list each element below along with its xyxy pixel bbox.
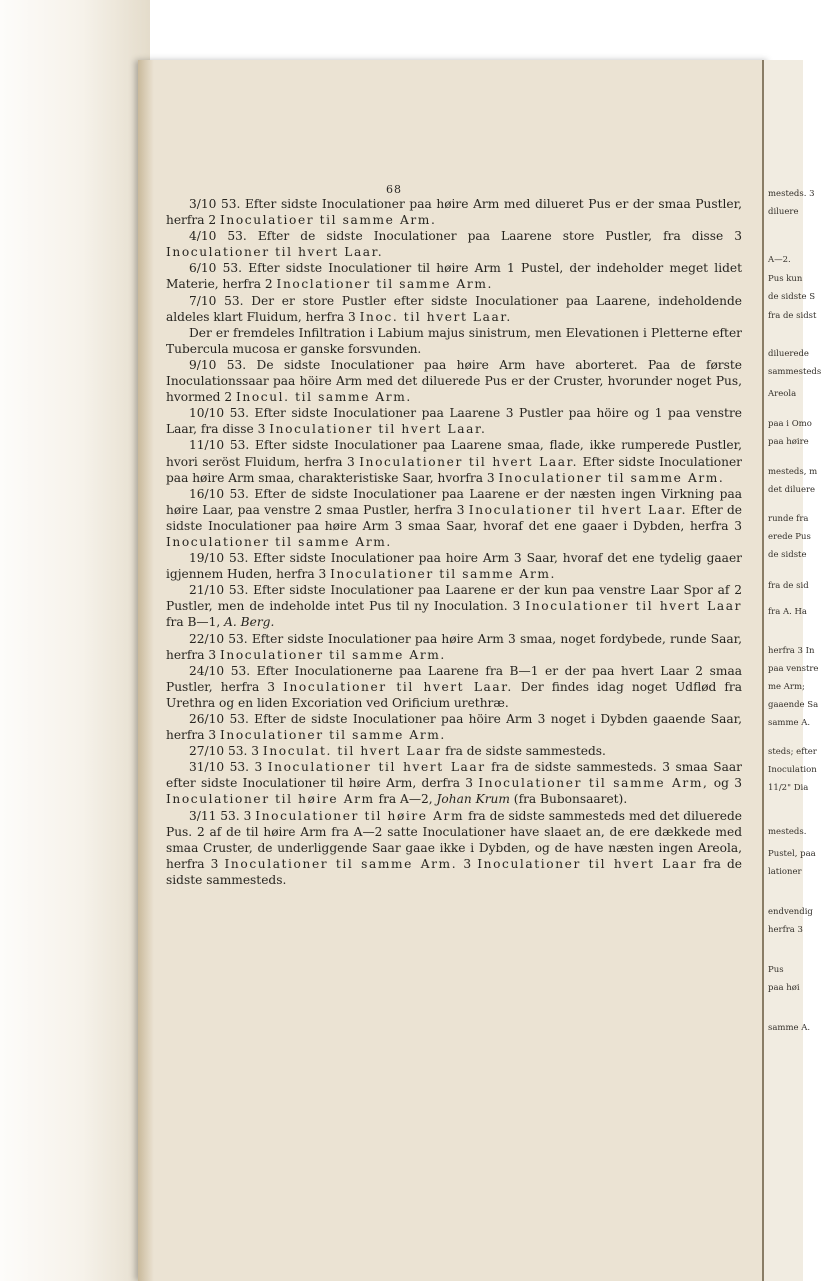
journal-entry: 7/10 53. Der er store Pustler efter sidste Inoculationer paa Laarene, indeholdende aldeles klart Fluidum, herfra 3 Inoc. til hvert Laar. xyxy=(166,293,742,324)
entry-date: 24/10 53. xyxy=(189,663,251,678)
journal-entry: 26/10 53. Efter de sidste Inoculationer paa höire Arm 3 noget i Dybden gaaende Saar, herfra 3 Inoculationer til samme Arm. xyxy=(166,712,742,743)
entry-date: 31/10 53. xyxy=(189,760,249,775)
entry-date: 11/10 53. xyxy=(189,438,250,453)
journal-entry: 21/10 53. Efter sidste Inoculationer paa Laarene er der kun paa venstre Laar Spor af 2 Pustler, men de indeholde intet Pus til ny Inoculation. 3 Inoculationer til hvert Laar fra B—1, A. Berg. xyxy=(166,583,742,630)
bleed-text: samme A. xyxy=(768,718,811,728)
bleed-text: det diluere xyxy=(768,485,816,495)
bleed-text: de sidste xyxy=(768,550,807,560)
bleed-text: Pus kun xyxy=(768,274,803,284)
journal-entry: 9/10 53. De sidste Inoculationer paa høire Arm have aborteret. Paa de første Inoculationssaar paa höire Arm med det diluerede Pus er der Cruster, hvorunder noget Pus, hvormed 2 Inocul. til samme Arm. xyxy=(166,357,742,405)
bleed-text: mesteds. xyxy=(768,827,807,837)
bleed-text: 11/2" Dia xyxy=(768,783,809,793)
bleed-text: Inoculation xyxy=(768,765,817,775)
bleed-text: samme A. xyxy=(768,1023,811,1033)
bleed-text: endvendig xyxy=(768,907,813,917)
book-spine-margin xyxy=(0,0,150,1281)
journal-entry: 4/10 53. Efter de sidste Inoculationer paa Laarene store Pustler, fra disse 3 Inoculationer til hvert Laar. xyxy=(166,229,742,260)
bleed-text: paa i Omo xyxy=(768,419,812,429)
bleed-text: de sidste S xyxy=(768,292,816,302)
journal-entry: 27/10 53. 3 Inoculat. til hvert Laar fra de sidste sammesteds. xyxy=(189,744,606,759)
page-body xyxy=(166,196,742,888)
bleed-text: paa venstre xyxy=(768,664,819,674)
bleed-text: mesteds. 3 xyxy=(768,189,815,199)
bleed-text: mesteds, m xyxy=(768,467,818,477)
bleed-text: runde fra xyxy=(768,514,809,524)
journal-entry: 31/10 53. 3 Inoculationer til hvert Laar fra de sidste sammesteds. 3 smaa Saar efter sidste Inoculationer til høire Arm, derfra 3 Inoculationer til samme Arm, og 3 Inoculationer til høire Arm fra A—2, Johan Krum (fra Bubonsaaret). xyxy=(166,760,742,807)
bleed-text: paa høire xyxy=(768,437,809,447)
bleed-text: sammesteds xyxy=(768,367,821,377)
journal-entry: 11/10 53. Efter sidste Inoculationer paa Laarene smaa, flade, ikke rumperede Pustler, hvori seröst Fluidum, herfra 3 Inoculationer til hvert Laar. Efter sidste Inoculationer paa høire Arm smaa, charakteristiske Saar, hvorfra 3 Inoculationer til samme Arm. xyxy=(166,438,742,485)
entry-date: 21/10 53. xyxy=(189,583,249,598)
entry-date: 7/10 53. xyxy=(189,293,244,308)
page-number: 68 xyxy=(386,183,402,196)
journal-entry: 16/10 53. Efter de sidste Inoculationer paa Laarene er der næsten ingen Virkning paa høire Laar, paa venstre 2 smaa Pustler, herfra 3 Inoculationer til hvert Laar. Efter de sidste Inoculationer paa høire Arm 3 smaa Saar, hvoraf det ene gaaer i Dybden, herfra 3 Inoculationer til samme Arm. xyxy=(166,486,742,549)
journal-entry: 10/10 53. Efter sidste Inoculationer paa Laarene 3 Pustler paa höire og 1 paa venstre Laar, fra disse 3 Inoculationer til hvert Laar. xyxy=(166,406,742,437)
journal-entry: 3/11 53. 3 Inoculationer til høire Arm fra de sidste sammesteds med det diluerede Pus. 2 af de til høire Arm fra A—2 satte Inoculationer have slaaet an, de ere dækkede med smaa Cruster, de underliggende Saar gaae ikke i Dybden, og de have næsten ingen Areola, herfra 3 Inoculationer til samme Arm. 3 Inoculationer til hvert Laar fra de sidste sammesteds. xyxy=(166,808,743,887)
bleed-text: fra A. Ha xyxy=(768,607,808,617)
journal-entry: 3/10 53. Efter sidste Inoculationer paa høire Arm med dilueret Pus er der smaa Pustler, herfra 2 Inoculatioer til samme Arm. xyxy=(166,197,743,228)
entry-date: 9/10 53. xyxy=(189,357,247,372)
entry-date: 3/11 53. xyxy=(189,808,240,823)
entry-date: 10/10 53. xyxy=(189,406,250,421)
bleed-text: Areola xyxy=(768,389,797,399)
journal-entry: 22/10 53. Efter sidste Inoculationer paa høire Arm 3 smaa, noget fordybede, runde Saar, herfra 3 Inoculationer til samme Arm. xyxy=(166,631,742,662)
facing-page-edge xyxy=(762,60,821,1281)
journal-entry: 19/10 53. Efter sidste Inoculationer paa hoire Arm 3 Saar, hvoraf det ene tydelig gaaer igjennem Huden, herfra 3 Inoculationer til samme Arm. xyxy=(166,551,742,582)
patient-name: A. Berg. xyxy=(224,615,275,630)
bleed-text: herfra 3 In xyxy=(768,646,815,656)
patient-name: Johan Krum xyxy=(436,792,510,807)
entry-date: 6/10 53. xyxy=(189,261,242,276)
bleed-text: A—2. xyxy=(768,255,791,265)
bleed-text: Pustel, paa xyxy=(768,849,816,859)
bleed-text: diluerede xyxy=(768,349,809,359)
bleed-text: gaaende Sa xyxy=(768,700,819,710)
bleed-text: erede Pus xyxy=(768,532,811,542)
journal-entry: 6/10 53. Efter sidste Inoculationer til høire Arm 1 Pustel, der indeholder meget lidet Materie, herfra 2 Inoclationer til samme Arm. xyxy=(166,261,743,292)
entry-date: 3/10 53. xyxy=(189,197,241,211)
entry-date: 27/10 53. xyxy=(189,744,248,759)
bleed-text: paa høi xyxy=(768,983,800,993)
bleed-text: diluere xyxy=(768,207,799,217)
bleed-text: Pus xyxy=(768,965,784,975)
bleed-text: herfra 3 xyxy=(768,925,803,935)
entry-date: 16/10 53. xyxy=(189,486,249,501)
entry-date: 22/10 53. xyxy=(189,631,248,646)
bleed-text: lationer xyxy=(768,867,802,877)
bleed-text: fra de sid xyxy=(768,581,809,591)
journal-entry: 24/10 53. Efter Inoculationerne paa Laarene fra B—1 er der paa hvert Laar 2 smaa Pustler, herfra 3 Inoculationer til hvert Laar. Der findes idag noget Udflød fra Urethra og en liden Excoriation ved Orificium urethræ. xyxy=(166,663,742,710)
bleed-text: fra de sidst xyxy=(768,311,817,321)
entry-date: 19/10 53. xyxy=(189,551,249,566)
bleed-text: steds; efter xyxy=(768,747,817,757)
entry-date: 4/10 53. xyxy=(189,229,247,244)
bleed-text: me Arm; xyxy=(768,682,805,692)
journal-note: Der er fremdeles Infiltration i Labium majus sinistrum, men Elevationen i Pletterne efter Tubercula mucosa er ganske forsvunden. xyxy=(166,325,742,356)
entry-date: 26/10 53. xyxy=(189,712,249,726)
